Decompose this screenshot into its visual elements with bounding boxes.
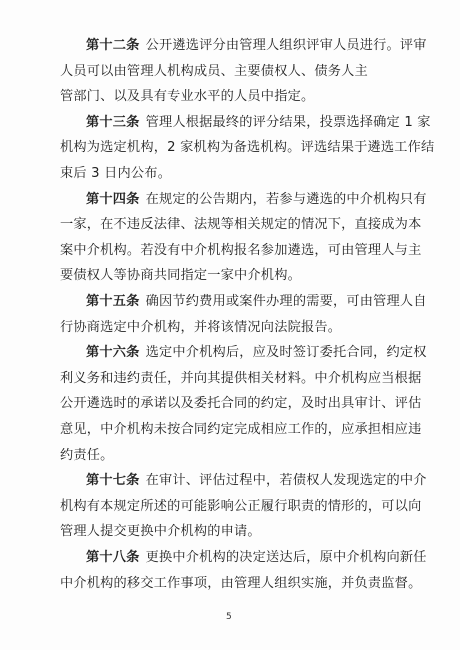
article-14-line-2: 一家，在不违反法律、法规等相关规定的情况下，直接成为本 xyxy=(60,217,422,233)
article-13-number: 第十三条 xyxy=(86,114,140,130)
article-12-line-2: 人员可以由管理人机构成员、主要债权人、债务人主 xyxy=(60,63,368,79)
article-14-number: 第十四条 xyxy=(86,191,140,207)
article-12-number: 第十二条 xyxy=(86,38,140,53)
article-13-line-1: 第十三条 管理人根据最终的评分结果，投票选择确定 1 家 xyxy=(86,114,431,130)
article-15-number: 第十五条 xyxy=(86,294,140,309)
article-17-line-3: 管理人提交更换中介机构的申请。 xyxy=(60,524,261,540)
article-13-line-2: 机构为选定机构，2 家机构为备选机构。评选结果于遴选工作结 xyxy=(60,140,435,156)
article-16-line-3: 公开遴选时的承诺以及委托合同的约定，及时出具审计、评估 xyxy=(60,396,422,412)
article-16-number: 第十六条 xyxy=(86,345,140,361)
article-17-number: 第十七条 xyxy=(86,473,140,489)
article-14-line-1: 第十四条 在规定的公告期内，若参与遴选的中介机构只有 xyxy=(86,191,427,207)
article-12-line-1: 第十二条 公开遴选评分由管理人组织评审人员进行。评审 xyxy=(86,38,427,53)
article-18-line-2: 中介机构的移交工作事项，由管理人组织实施，并负责监督。 xyxy=(60,575,422,591)
article-12-line-3: 管部门、以及具有专业水平的人员中指定。 xyxy=(60,89,315,105)
article-18-number: 第十八条 xyxy=(86,550,140,565)
article-16-line-4: 意见，中介机构未按合同约定完成相应工作的，应承担相应违 xyxy=(60,422,422,437)
article-14-line-4: 要债权人等协商共同指定一家中介机构。 xyxy=(60,268,301,284)
article-15-line-2: 行协商选定中介机构，并将该情况向法院报告。 xyxy=(60,319,342,335)
article-16-line-5: 约责任。 xyxy=(60,447,114,463)
article-16-line-1: 第十六条 选定中介机构后，应及时签订委托合同，约定权 xyxy=(86,345,427,361)
article-17-line-2: 机构有本规定所述的可能影响公正履行职责的情形的，可以向 xyxy=(60,498,422,514)
article-17-line-1: 第十七条 在审计、评估过程中，若债权人发现选定的中介 xyxy=(86,473,427,489)
article-14-line-3: 案中介机构。若没有中介机构报名参加遴选，可由管理人与主 xyxy=(60,242,422,258)
article-15-line-1: 第十五条 确因节约费用或案件办理的需要，可由管理人自 xyxy=(86,294,427,309)
page-number: 5 xyxy=(226,612,232,623)
article-16-line-2: 利义务和违约责任，并向其提供相关材料。中介机构应当根据 xyxy=(60,370,422,386)
article-18-line-1: 第十八条 更换中介机构的决定送达后，原中介机构向新任 xyxy=(86,550,427,565)
article-13-line-3: 束后 3 日内公布。 xyxy=(60,166,172,181)
